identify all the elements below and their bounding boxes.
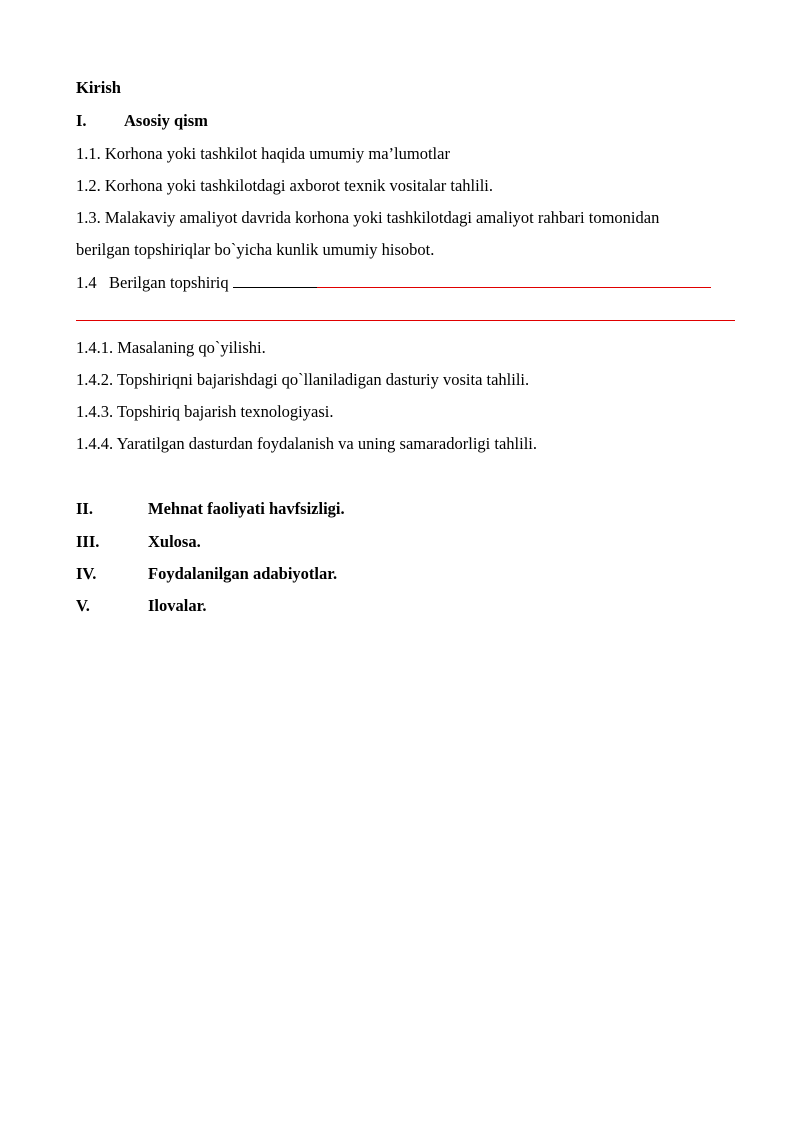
part-3-title: Xulosa.: [148, 532, 201, 551]
task-label: Berilgan topshiriq: [109, 273, 229, 292]
toc-item-1-4: [76, 273, 711, 293]
task-blank-red: [317, 273, 711, 288]
part-2-number: II.: [76, 499, 93, 518]
part-5-number: V.: [76, 596, 90, 615]
toc-item-1-3: 1.3. Malakaviy amaliyot davrida korhona yoki tashkilotdagi amaliyot rahbari tomonidan: [76, 208, 660, 227]
toc-item-1-4-1: 1.4.1. Masalaning qo`yilishi.: [76, 338, 266, 357]
part-1-number: I.: [76, 111, 87, 130]
part-5-heading: [76, 596, 207, 616]
part-3-number: III.: [76, 532, 100, 551]
part-4-number: IV.: [76, 564, 97, 583]
part-1-heading: [76, 111, 208, 131]
toc-item-1-4-4: 1.4.4. Yaratilgan dasturdan foydalanish va uning samaradorligi tahlili.: [76, 434, 537, 453]
toc-item-1-3-continued: berilgan topshiriqlar bo`yicha kunlik umumiy hisobot.: [76, 240, 435, 259]
part-5-title: Ilovalar.: [148, 596, 207, 615]
intro-heading: Kirish: [76, 78, 121, 97]
task-number: 1.4: [76, 273, 97, 292]
part-1-title: Asosiy qism: [124, 111, 208, 130]
toc-item-1-4-2: 1.4.2. Topshiriqni bajarishdagi qo`llaniladigan dasturiy vosita tahlili.: [76, 370, 530, 389]
toc-item-1-2: 1.2. Korhona yoki tashkilotdagi axborot texnik vositalar tahlili.: [76, 176, 494, 195]
task-blank-black: [233, 273, 317, 288]
part-3-heading: [76, 532, 201, 552]
part-2-heading: [76, 499, 345, 519]
task-blank-red-line: [76, 320, 735, 321]
part-4-heading: [76, 564, 337, 584]
part-4-title: Foydalanilgan adabiyotlar.: [148, 564, 338, 583]
toc-item-1-4-3: 1.4.3. Topshiriq bajarish texnologiyasi.: [76, 402, 334, 421]
part-2-title: Mehnat faoliyati havfsizligi.: [148, 499, 345, 518]
toc-item-1-1: 1.1. Korhona yoki tashkilot haqida umumiy ma’lumotlar: [76, 144, 450, 163]
